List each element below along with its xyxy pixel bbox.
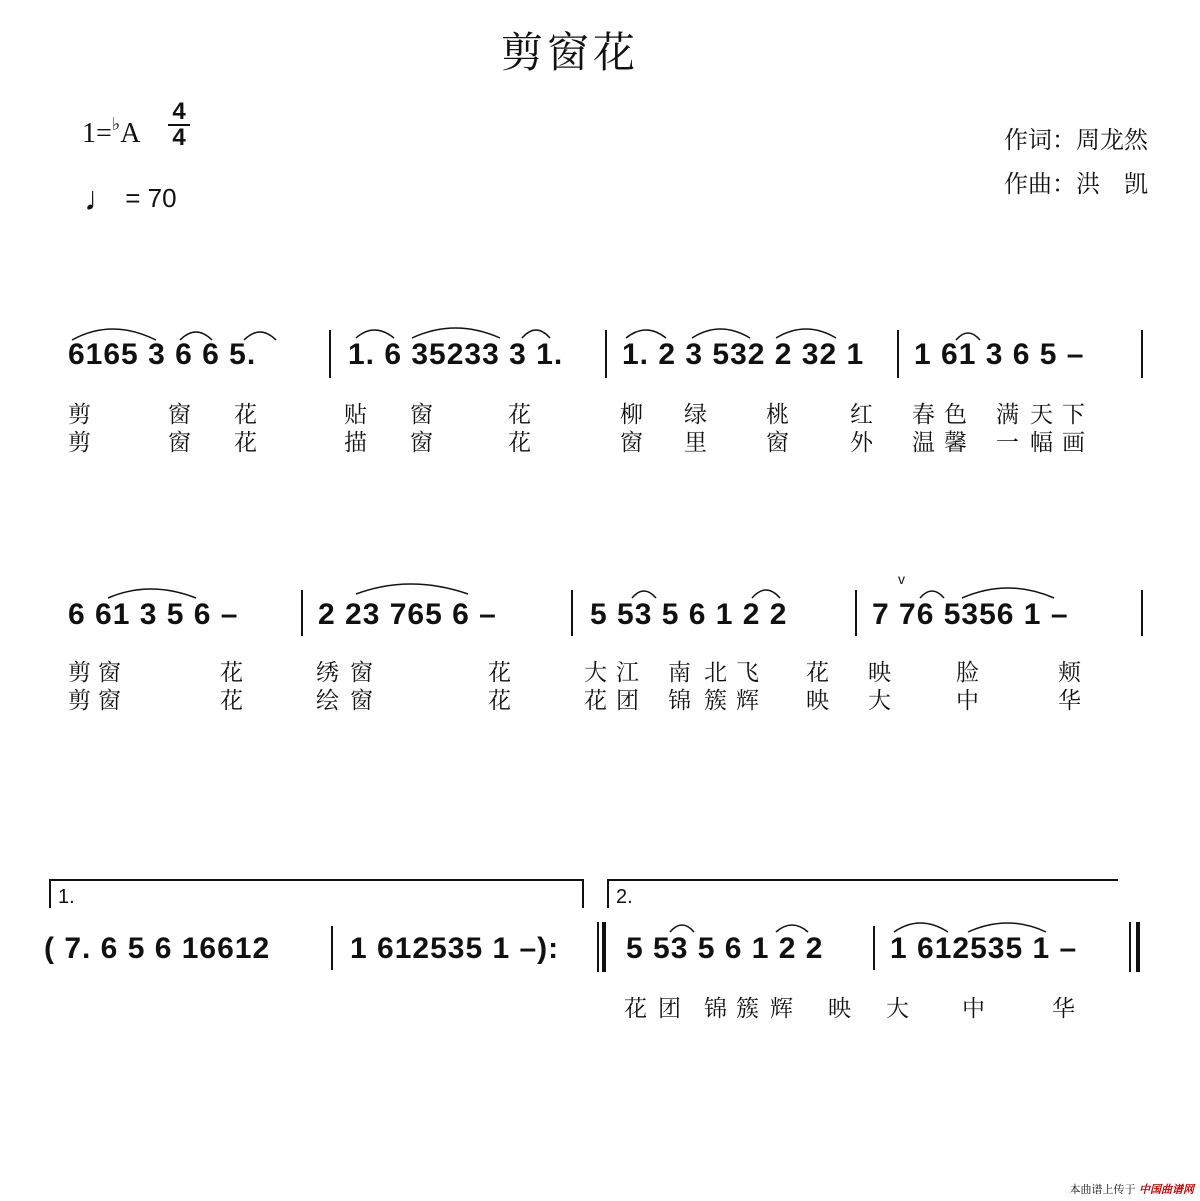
slur <box>776 329 836 338</box>
slur <box>108 589 196 598</box>
key-note: A <box>120 118 141 149</box>
measure-3-1: ( 7. 6 5 6 16612 <box>44 932 271 965</box>
score-title: 剪窗花 <box>500 28 639 77</box>
measure-2-2: 2 23 765 6 – <box>318 598 497 631</box>
lyrics-2-verse-1: 剪 窗 花 绣 窗 花 大 江 南 北 飞 花 映 脸 颊 <box>68 660 1082 686</box>
key-prefix: 1= <box>82 118 112 149</box>
measure-1-2: 1. 6 35233 3 1. <box>348 338 564 371</box>
slur <box>670 925 694 932</box>
slur <box>412 328 500 338</box>
time-signature-bottom: 4 <box>172 124 186 151</box>
slur <box>356 584 468 594</box>
slur <box>968 923 1046 932</box>
slur <box>752 590 780 598</box>
volta-bracket-2 <box>608 880 1118 908</box>
breath-mark: v <box>898 571 905 587</box>
slur <box>626 330 666 338</box>
site-logo[interactable]: 中国曲谱网 <box>1139 1183 1194 1196</box>
tempo-value: = 70 <box>125 183 177 213</box>
lyrics-2-verse-2: 剪 窗 花 绘 窗 花 花 团 锦 簇 辉 映 大 中 华 <box>68 688 1082 714</box>
slur <box>920 591 944 598</box>
lyricist: 作词：周龙然 <box>1004 126 1148 154</box>
lyrics-3-verse-1: 花 团 锦 簇 辉 映 大 中 华 <box>624 996 1076 1022</box>
volta-1-label: 1. <box>58 886 75 908</box>
measure-2-3: 5 53 5 6 1 2 2 <box>590 598 788 631</box>
volta-bracket-1 <box>50 880 583 908</box>
measure-3-4: 1 612535 1 – <box>890 932 1078 965</box>
measure-3-2: 1 612535 1 –): <box>350 932 560 965</box>
composer: 作曲：洪 凯 <box>1004 170 1148 198</box>
lyrics-1-verse-1: 剪 窗 花 贴 窗 花 柳 绿 桃 红 春 色 满 天 下 <box>68 402 1086 428</box>
measure-1-1: 6165 3 6 6 5. <box>68 338 257 371</box>
measure-3-3: 5 53 5 6 1 2 2 <box>626 932 824 965</box>
volta-2-label: 2. <box>616 886 633 908</box>
measure-2-1: 6 61 3 5 6 – <box>68 598 239 631</box>
quarter-note-icon: ♩ <box>84 180 118 218</box>
slur <box>632 591 656 598</box>
time-signature-top: 4 <box>172 98 186 125</box>
slur <box>692 329 750 338</box>
lyrics-1-verse-2: 剪 窗 花 描 窗 花 窗 里 窗 外 温 馨 一 幅 画 <box>68 430 1086 456</box>
measure-1-3: 1. 2 3 532 2 32 1 <box>622 338 865 371</box>
slur <box>356 330 394 338</box>
slur <box>522 330 550 338</box>
measure-2-4: 7 76 5356 1 – <box>872 598 1069 631</box>
slur <box>776 925 808 932</box>
flat-symbol: ♭ <box>111 114 121 134</box>
slur <box>962 588 1054 598</box>
measure-1-4: 1 61 3 6 5 – <box>914 338 1085 371</box>
footer-text: 本曲谱上传于 <box>1069 1183 1136 1196</box>
footer <box>1070 1181 1195 1197</box>
slur <box>894 923 948 932</box>
